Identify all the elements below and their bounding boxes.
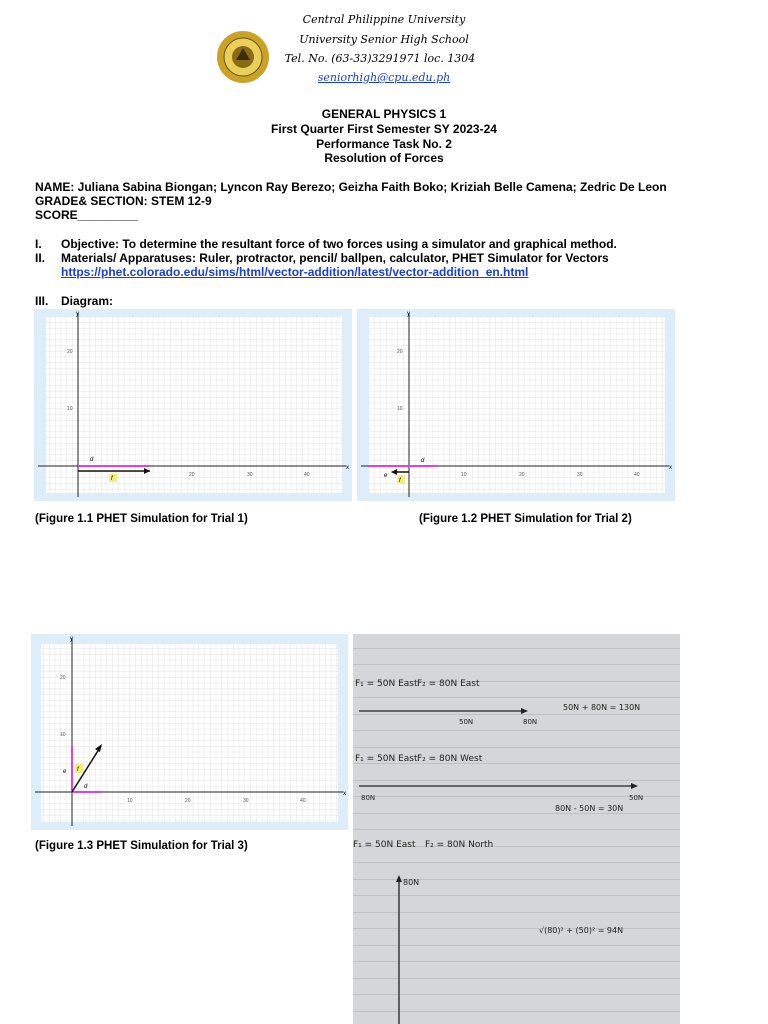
vector-e-label: e: [63, 769, 67, 775]
objective-number: I.: [35, 237, 42, 251]
vector-f-label: f: [111, 476, 113, 482]
note-t2-f1: F₁ = 50N East: [355, 754, 418, 764]
x-tick-40: 40: [304, 472, 310, 478]
x-tick-20: 20: [519, 472, 525, 478]
diagram-heading: Diagram:: [61, 294, 114, 308]
y-tick-10: 10: [60, 732, 66, 738]
y-axis-label: y: [70, 636, 73, 642]
task-title: Resolution of Forces: [324, 151, 444, 165]
y-axis-label: y: [407, 311, 410, 317]
email-link[interactable]: seniorhigh@cpu.edu.ph: [317, 71, 451, 84]
vector-d-label: d: [90, 457, 94, 463]
phet-graph-trial-3: [31, 634, 348, 830]
vector-f-label: f: [399, 478, 401, 484]
figure-1-3-caption: (Figure 1.3 PHET Simulation for Trial 3): [35, 840, 248, 852]
note-t1-b: 80N: [523, 718, 538, 726]
score: SCORE_________: [35, 208, 138, 222]
y-tick-20: 20: [397, 349, 403, 355]
vector-d-label: d: [84, 784, 88, 790]
phet-graph-trial-2: [357, 309, 675, 501]
note-t2-f2: F₂ = 80N West: [417, 754, 483, 764]
x-tick-20: 20: [185, 798, 191, 804]
note-t2-b: 50N: [629, 794, 644, 802]
y-tick-20: 20: [67, 349, 73, 355]
x-axis-label: x: [669, 465, 672, 471]
note-t2-diff: 80N - 50N = 30N: [555, 804, 624, 813]
note-t1-a: 50N: [459, 718, 474, 726]
phet-link[interactable]: https://phet.colorado.edu/sims/html/vector-addition/latest/vector-addition_en.html: [61, 265, 529, 279]
course-title: GENERAL PHYSICS 1: [321, 107, 447, 121]
y-tick-10: 10: [397, 406, 403, 412]
note-t3-f1: F₁ = 50N East: [353, 840, 416, 850]
note-t3-resultant: √(80)² + (50)² = 94N: [539, 926, 624, 935]
figure-1-1-caption: (Figure 1.1 PHET Simulation for Trial 1): [35, 513, 248, 525]
x-tick-40: 40: [634, 472, 640, 478]
materials-number: II.: [35, 251, 46, 265]
note-t2-a: 80N: [361, 794, 376, 802]
vector-e-label: e: [384, 473, 388, 479]
names: NAME: Juliana Sabina Biongan; Lyncon Ray Berezo; Geizha Faith Boko; Kriziah Belle Camena; Zedric De Leon: [35, 180, 667, 194]
materials: Materials/ Apparatuses: Ruler, protractor, pencil/ ballpen, calculator, PHET Simulator for Vectors: [61, 251, 609, 265]
objective: Objective: To determine the resultant force of two forces using a simulator and graphical method.: [61, 237, 617, 251]
diagram-number: III.: [35, 294, 49, 308]
vector-d-label: d: [421, 458, 425, 464]
grade-section: GRADE& SECTION: STEM 12-9: [35, 194, 212, 208]
university-name: Central Philippine University: [302, 13, 466, 26]
telephone: Tel. No. (63-33)3291971 loc. 1304: [284, 52, 476, 65]
x-tick-30: 30: [243, 798, 249, 804]
semester: First Quarter First Semester SY 2023-24: [271, 122, 497, 136]
y-tick-10: 10: [67, 406, 73, 412]
y-axis-label: y: [76, 311, 79, 317]
x-tick-30: 30: [577, 472, 583, 478]
vector-f-label: f: [77, 767, 79, 773]
school-name: University Senior High School: [299, 33, 469, 46]
y-tick-20: 20: [60, 675, 66, 681]
note-t1-f2: F₂ = 80N East: [417, 679, 480, 689]
x-tick-30: 30: [247, 472, 253, 478]
x-axis-label: x: [346, 465, 349, 471]
x-tick-40: 40: [300, 798, 306, 804]
figure-1-2-caption: (Figure 1.2 PHET Simulation for Trial 2): [419, 513, 632, 525]
note-t1-sum: 50N + 80N = 130N: [563, 703, 641, 712]
phet-graph-trial-1: [34, 309, 352, 501]
task-number: Performance Task No. 2: [316, 137, 452, 151]
x-tick-20: 20: [189, 472, 195, 478]
x-tick-10: 10: [461, 472, 467, 478]
note-t3-f2: F₂ = 80N North: [425, 840, 494, 850]
note-t1-f1: F₁ = 50N East: [355, 679, 418, 689]
x-tick-10: 10: [127, 798, 133, 804]
x-axis-label: x: [343, 791, 346, 797]
handwritten-notes-photo: [353, 634, 680, 1024]
note-t3-a: 80N: [403, 878, 420, 887]
